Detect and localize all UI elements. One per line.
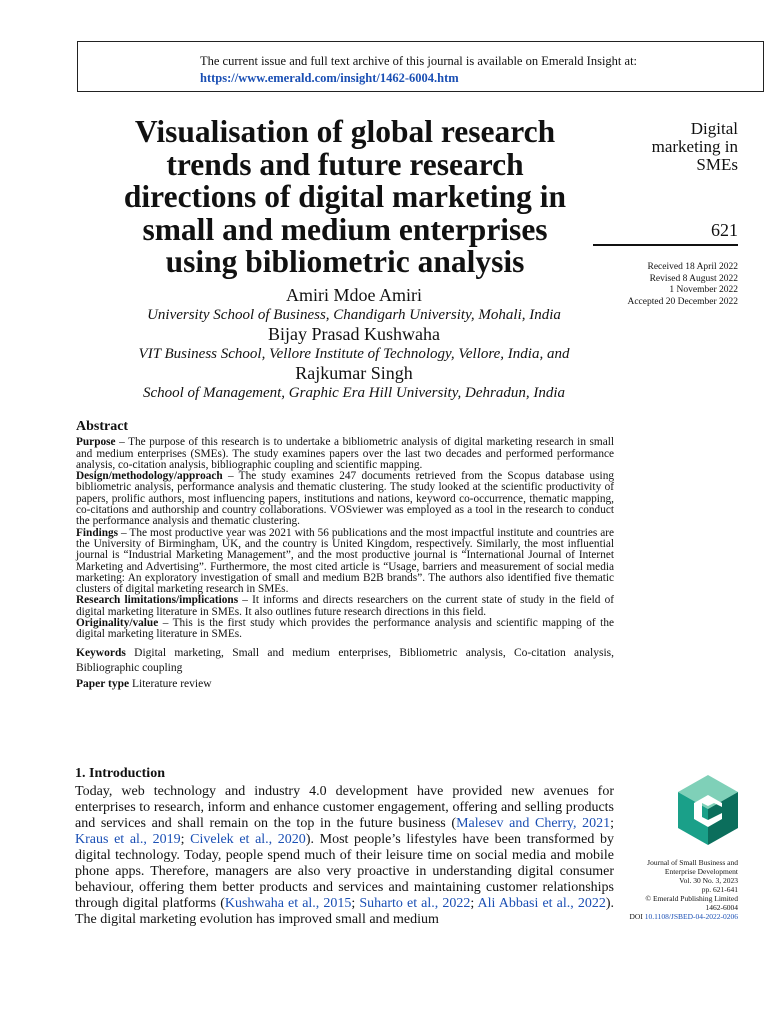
intro-text: ; bbox=[610, 816, 615, 831]
date-line: Revised 8 August 2022 bbox=[649, 273, 738, 284]
page-number: 621 bbox=[711, 220, 738, 240]
keywords bbox=[76, 646, 614, 676]
abstract-text: – It informs and directs researchers on the current state of study in the field of digital marketing literature in SMEs. It also outlines future research directions in this field. bbox=[76, 594, 614, 618]
submission-dates bbox=[578, 262, 738, 308]
author-affiliation: University School of Business, Chandigarh University, Mohali, India bbox=[147, 306, 561, 323]
abstract-originality bbox=[76, 618, 614, 641]
citation-link[interactable]: Kushwaha et al., 2015 bbox=[224, 896, 352, 911]
title-line: using bibliometric analysis bbox=[165, 244, 525, 279]
article-title bbox=[80, 116, 610, 279]
journal-info bbox=[588, 858, 738, 921]
paper-type bbox=[76, 677, 614, 692]
doi-link[interactable]: 10.1108/JSBED-04-2022-0206 bbox=[644, 912, 738, 921]
abstract-text: – The study examines 247 documents retrieved from the Scopus database using bibliometric analysis, performance analysis and thematic clustering. The study looked at the scientific productivity of papers, prolific authors, most influencing papers, institutions and nations, keyword co-occurrence, thematic mapping, co-citations and authorship and country collaborations. VOSviewer was employed as a tool in the research to conduct the performance analysis and thematic clustering. bbox=[76, 470, 614, 528]
intro-text: ). The digital marketing evolution has improved small and medium bbox=[75, 896, 614, 927]
title-line: trends and future research bbox=[166, 146, 524, 182]
keywords-text: Digital marketing, Small and medium enterprises, Bibliometric analysis, Co-citation analysis, Bibliographic coupling bbox=[76, 646, 614, 674]
author-name: Bijay Prasad Kushwaha bbox=[268, 324, 440, 344]
abstract-section bbox=[76, 421, 614, 692]
date-line: 1 November 2022 bbox=[669, 285, 738, 295]
keywords-label: Keywords bbox=[76, 646, 126, 659]
introduction-heading: 1. Introduction bbox=[75, 766, 165, 781]
page-number-rule bbox=[593, 244, 738, 246]
journal-notice-box bbox=[77, 41, 764, 92]
date-line: Accepted 20 December 2022 bbox=[627, 296, 738, 307]
journal-info-line: 1462-6004 bbox=[705, 903, 738, 912]
introduction-paragraph bbox=[75, 784, 614, 928]
running-head-line: Digital bbox=[690, 119, 738, 138]
abstract-label: Research limitations/implications bbox=[76, 594, 239, 607]
intro-text: ; bbox=[470, 896, 478, 911]
journal-info-line: pp. 621-641 bbox=[701, 885, 738, 894]
journal-url-link[interactable]: https://www.emerald.com/insight/1462-6004.htm bbox=[200, 71, 459, 85]
author-affiliation: School of Management, Graphic Era Hill University, Dehradun, India bbox=[142, 384, 566, 401]
abstract-findings bbox=[76, 528, 614, 596]
abstract-label: Design/methodology/approach bbox=[76, 470, 223, 483]
author-list bbox=[80, 286, 628, 403]
journal-info-line: Journal of Small Business and bbox=[647, 858, 738, 867]
author-name: Amiri Mdoe Amiri bbox=[286, 285, 422, 305]
abstract-heading: Abstract bbox=[76, 419, 129, 434]
doi-line bbox=[588, 912, 738, 921]
title-line: Visualisation of global research bbox=[134, 114, 556, 149]
abstract-label: Originality/value bbox=[76, 617, 159, 630]
journal-info-line: Vol. 30 No. 3, 2023 bbox=[679, 876, 738, 885]
running-head-block bbox=[598, 119, 738, 240]
abstract-text: – The purpose of this research is to undertake a bibliometric analysis of digital marketing research in small and medium enterprises (SMEs). The study examines papers over the last two decades and performed performance analysis, co-citation analysis, bibliographic coupling and scientific mapping. bbox=[76, 436, 614, 471]
introduction-section bbox=[75, 766, 614, 928]
intro-text: ; bbox=[180, 832, 191, 847]
journal-info-line: © Emerald Publishing Limited bbox=[645, 894, 738, 903]
intro-text: Today, web technology and industry 4.0 development have provided new avenues for enterprises to research, inform and enhance customer engagement, offering and selling products and services and shall remain on the top in the future business ( bbox=[75, 784, 614, 831]
intro-text: ; bbox=[351, 896, 360, 911]
paper-type-label: Paper type bbox=[76, 677, 130, 690]
notice-text: The current issue and full text archive of this journal is available on Emerald Insight at: bbox=[200, 54, 638, 68]
running-head-line: SMEs bbox=[696, 155, 738, 174]
citation-link[interactable]: Malesev and Cherry, 2021 bbox=[456, 816, 611, 831]
abstract-design bbox=[76, 471, 614, 527]
citation-link[interactable]: Civelek et al., 2020 bbox=[190, 832, 306, 847]
title-line: small and medium enterprises bbox=[142, 211, 548, 247]
citation-link[interactable]: Kraus et al., 2019 bbox=[75, 832, 181, 847]
journal-info-line: Enterprise Development bbox=[664, 867, 738, 876]
abstract-label: Purpose bbox=[76, 436, 116, 449]
author-affiliation: VIT Business School, Vellore Institute of Technology, Vellore, India, and bbox=[138, 345, 570, 362]
paper-type-text: Literature review bbox=[129, 677, 212, 690]
emerald-logo-icon bbox=[676, 775, 740, 845]
abstract-text: – The most productive year was 2021 with 56 publications and the most impactful institute and countries are the University of Birmingham, UK, and the country is United Kingdom, respectively. Similarly, the most influential journal is “Industrial Marketing Management”, and the most productive journal is “International Journal of Internet Marketing and Advertising”. Furthermore, the most cited article is “Usage, barriers and measurement of social media marketing: An exploratory investigation of small and medium B2B brands”. The authors also identified five thematic clusters of digital marketing research in SMEs. bbox=[76, 526, 614, 596]
date-line: Received 18 April 2022 bbox=[647, 262, 738, 272]
running-head-line: marketing in bbox=[651, 137, 738, 156]
abstract-label: Findings bbox=[76, 526, 119, 539]
doi-label: DOI bbox=[629, 912, 645, 921]
citation-link[interactable]: Suharto et al., 2022 bbox=[359, 896, 471, 911]
abstract-purpose bbox=[76, 437, 614, 471]
abstract-text: – This is the first study which provides the performance analysis and scientific mapping of the digital marketing literature in SMEs. bbox=[76, 617, 614, 641]
author-name: Rajkumar Singh bbox=[295, 363, 413, 383]
title-line: directions of digital marketing in bbox=[123, 179, 567, 214]
abstract-limitations bbox=[76, 595, 614, 618]
intro-text: ). Most people’s lifestyles have been transformed by digital technology. Today, people spend much of their leisure time on social media and mobile phone apps. Therefore, managers are also very proactive in understanding digital consumer behaviour, offering them better products and services and maintaining customer relationships through digital platforms ( bbox=[75, 832, 614, 911]
citation-link[interactable]: Ali Abbasi et al., 2022 bbox=[477, 896, 606, 911]
